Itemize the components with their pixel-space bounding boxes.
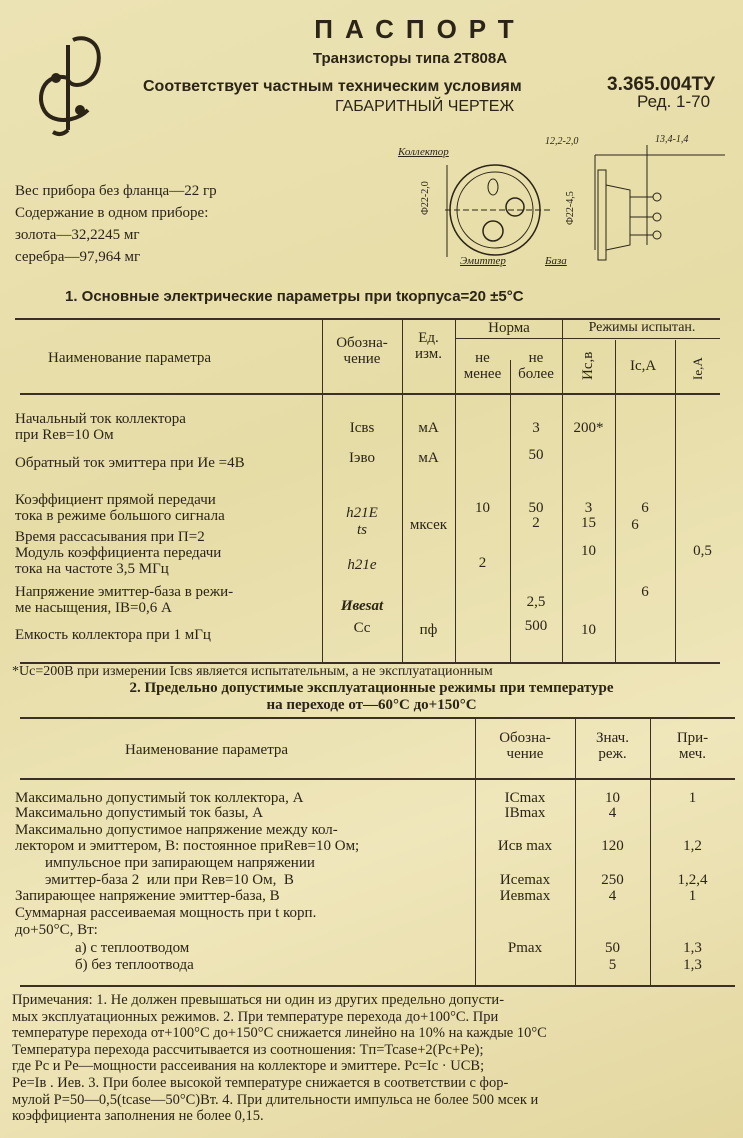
row-ucb: 10 — [581, 543, 596, 559]
silver-line: серебра—97,964 мг — [15, 249, 141, 265]
t2-row-text: Суммарная рассеиваемая мощность при t корп. — [15, 905, 317, 921]
t2-row-text: эмиттер-база 2 или при Rев=10 Ом, В — [15, 872, 294, 888]
t2-row-note: 1,2 — [683, 838, 702, 854]
t2-row-symbol: Исв max — [497, 838, 553, 854]
drawing-title: ГАБАРИТНЫЙ ЧЕРТЕЖ — [335, 98, 515, 115]
row-unit: мА — [418, 450, 439, 466]
t2-row-text: а) с теплоотводом — [15, 940, 190, 956]
t2-header-symbol — [475, 730, 575, 762]
dimension-drawing — [425, 135, 735, 275]
weight-line: Вес прибора без фланца—22 гр — [15, 183, 217, 199]
note-line: мых эксплуатационных режимов. 2. При температуре перехода до+100°С. При — [12, 1008, 499, 1025]
conformity-text: Соответствует частным техническим условиям — [143, 78, 522, 95]
row-text: Коэффициент прямой передачи — [15, 492, 216, 508]
content-line: Содержание в одном приборе: — [15, 205, 209, 221]
row-text: при Rев=10 Ом — [15, 427, 114, 443]
header-text: чение — [506, 746, 544, 762]
section2-heading-line2: на переходе от—60°С до+150°С — [266, 697, 477, 713]
header-text: Обозна- — [499, 730, 551, 746]
row-ucb: 15 — [581, 515, 596, 531]
t2-row-value: 50 — [605, 940, 620, 956]
col-header-ic: Iс,А — [630, 358, 657, 374]
note-line: где Pc и Pe—мощности рассеивания на коллекторе и эмиттере. Pc=Ic · UCB; — [12, 1058, 485, 1075]
row-ic: 6 — [641, 500, 649, 516]
col-header-modes: Режимы испытан. — [588, 320, 696, 335]
t2-row-text: Максимально допустимый ток базы, А — [15, 805, 264, 821]
base-label: База — [545, 255, 567, 267]
t2-row-text: Максимально допустимый ток коллектора, А — [15, 790, 304, 806]
row-ie: 0,5 — [693, 543, 712, 559]
row-symbol: ts — [356, 522, 367, 538]
emitter-label: Эмиттер — [460, 255, 506, 267]
header-text: изм. — [415, 346, 442, 362]
gold-line: золота—32,2245 мг — [15, 227, 140, 243]
row-text: Начальный ток коллектора — [15, 411, 186, 427]
t2-row-text: лектором и эмиттером, В: постоянное приRев=10 Ом; — [15, 838, 360, 854]
note-line: мулой P=50—0,5(tcase—50°С)Вт. 4. При длительности импульса не более 500 мсек и — [12, 1091, 539, 1108]
row-name: Обратный ток эмиттера при Ие =4В — [15, 455, 245, 471]
document-subtitle: Транзисторы типа 2Т808А — [312, 50, 508, 67]
col-header-ucb: Ис,в — [580, 351, 596, 380]
t2-row-text: Максимально допустимое напряжение между кол- — [15, 822, 338, 838]
row-symbol: Ивеsat — [340, 598, 384, 614]
t2-row-text: б) без теплоотвода — [15, 957, 194, 973]
row-max: 500 — [524, 618, 548, 634]
t2-row-value: 4 — [608, 888, 617, 904]
row-name — [15, 411, 186, 443]
col-header-ie: Iе,А — [690, 357, 705, 380]
top-dimension-1: 12,2-2,0 — [545, 136, 579, 147]
row-name — [15, 545, 221, 577]
document-title: ПАСПОРТ — [314, 14, 526, 44]
revision: Ред. 1-70 — [637, 92, 711, 111]
manufacturer-logo — [28, 30, 108, 140]
row-symbol: Icвs — [349, 420, 375, 436]
row-name — [15, 492, 225, 524]
t2-header-value — [575, 730, 650, 762]
header-text: Ед. — [418, 330, 439, 346]
row-max: 50 — [528, 447, 544, 463]
header-text: При- — [676, 730, 709, 746]
note-line: температуре перехода от+100°С до+150°С снижается линейно на 10% на каждые 10°С — [12, 1025, 547, 1042]
section2-heading: 2. Предельно допустимые эксплуатационные режимы при температуре — [129, 680, 614, 696]
t2-row-note: 1,2,4 — [677, 872, 708, 888]
row-ic: 6 — [641, 584, 649, 600]
note-line: коэффициента заполнения не более 0,15. — [12, 1108, 264, 1125]
t2-row-symbol: Иевmax — [499, 888, 551, 904]
row-ucb: 3 — [584, 500, 593, 516]
t2-row-note: 1,3 — [683, 957, 702, 973]
header-text: меч. — [678, 746, 707, 762]
t2-row-note: 1 — [688, 888, 697, 904]
t2-header-note — [650, 730, 735, 762]
row-text: тока на частоте 3,5 МГц — [15, 561, 169, 577]
row-unit: пф — [419, 622, 438, 638]
row-min: 10 — [475, 500, 490, 516]
collector-label: Коллектор — [398, 146, 449, 158]
col-header-name: Наименование параметра — [48, 350, 212, 366]
t2-row-note: 1 — [688, 790, 697, 806]
row-ucb: 10 — [581, 622, 596, 638]
t2-row-note: 1,3 — [683, 940, 702, 956]
t2-row-value: 4 — [608, 805, 617, 821]
row-min: 2 — [478, 555, 487, 571]
row-unit: мА — [418, 420, 439, 436]
t2-row-symbol: ICmax — [504, 790, 546, 806]
row-text: тока в режиме большого сигнала — [15, 508, 225, 524]
header-text: не — [475, 350, 490, 366]
t2-row-value: 120 — [601, 838, 624, 854]
row-symbol: Iэво — [349, 450, 375, 466]
note-line: Температура перехода рассчитывается из соотношения: Tп=Tcase+2(Pc+Pe); — [12, 1041, 484, 1058]
row-max: 2,5 — [526, 594, 546, 610]
col-header-symbol — [322, 335, 402, 367]
t2-row-text: импульсное при запирающем напряжении — [15, 855, 315, 871]
row-max: 50 — [528, 500, 544, 516]
note-line: Pe=Iв . Иев. 3. При более высокой температуре снижается в соответствии с фор- — [12, 1074, 509, 1091]
row-text: Напряжение эмиттер-база в режи- — [15, 584, 234, 600]
t2-row-value: 5 — [608, 957, 617, 973]
row-text: ме насыщения, IВ=0,6 А — [15, 600, 172, 616]
section1-heading: 1. Основные электрические параметры при tкорпуса=20 ±5°С — [65, 288, 524, 305]
top-dimension-2: 13,4-1,4 — [655, 134, 689, 145]
row-max: 2 — [532, 515, 540, 531]
side-diameter-dimension: Ф22-4,5 — [565, 191, 576, 225]
row-text: Модуль коэффициента передачи — [15, 545, 222, 561]
row-name: Емкость коллектора при 1 мГц — [15, 627, 211, 643]
header-text: чение — [343, 351, 381, 367]
t2-row-symbol: Исеmax — [499, 872, 551, 888]
row-ic: 6 — [631, 517, 639, 533]
t2-row-symbol: Pmax — [507, 940, 543, 956]
header-text: более — [518, 366, 554, 382]
row-symbol: h21Е — [346, 505, 378, 521]
col-header-max — [510, 350, 562, 382]
col-header-unit — [402, 330, 455, 362]
header-text: реж. — [598, 746, 627, 762]
row-name: Время рассасывания при П=2 — [15, 529, 205, 545]
header-text: менее — [463, 366, 502, 382]
row-max: 3 — [532, 420, 540, 436]
section1-footnote: *Uс=200В при измерении Icвs является испытательным, а не эксплуатационным — [12, 664, 493, 679]
row-unit: мксек — [409, 517, 448, 533]
header-text: Знач. — [596, 730, 629, 746]
t2-row-text: до+50°С, Вт: — [15, 922, 98, 938]
row-symbol: Сс — [353, 620, 371, 636]
col-header-norm: Норма — [488, 320, 530, 336]
weight-info — [15, 180, 217, 268]
t2-row-symbol: IBmax — [504, 805, 546, 821]
row-symbol: h21е — [347, 557, 377, 573]
note-line: Примечания: 1. Не должен превышаться ни один из других предельно допусти- — [12, 992, 505, 1008]
row-name — [15, 584, 233, 616]
notes-block — [12, 992, 547, 1125]
spec-code: 3.365.004ТУ — [607, 74, 715, 95]
header-text: не — [528, 350, 544, 366]
row-ucb: 200* — [573, 420, 604, 436]
header-text: Обозна- — [336, 335, 388, 351]
col-header-min — [455, 350, 510, 382]
t2-row-value: 10 — [605, 790, 620, 806]
t2-row-value: 250 — [601, 872, 624, 888]
outer-diameter-dimension: Ф22-2,0 — [420, 181, 431, 215]
t2-header-name: Наименование параметра — [125, 742, 289, 758]
t2-row-text: Запирающее напряжение эмиттер-база, В — [15, 888, 280, 904]
